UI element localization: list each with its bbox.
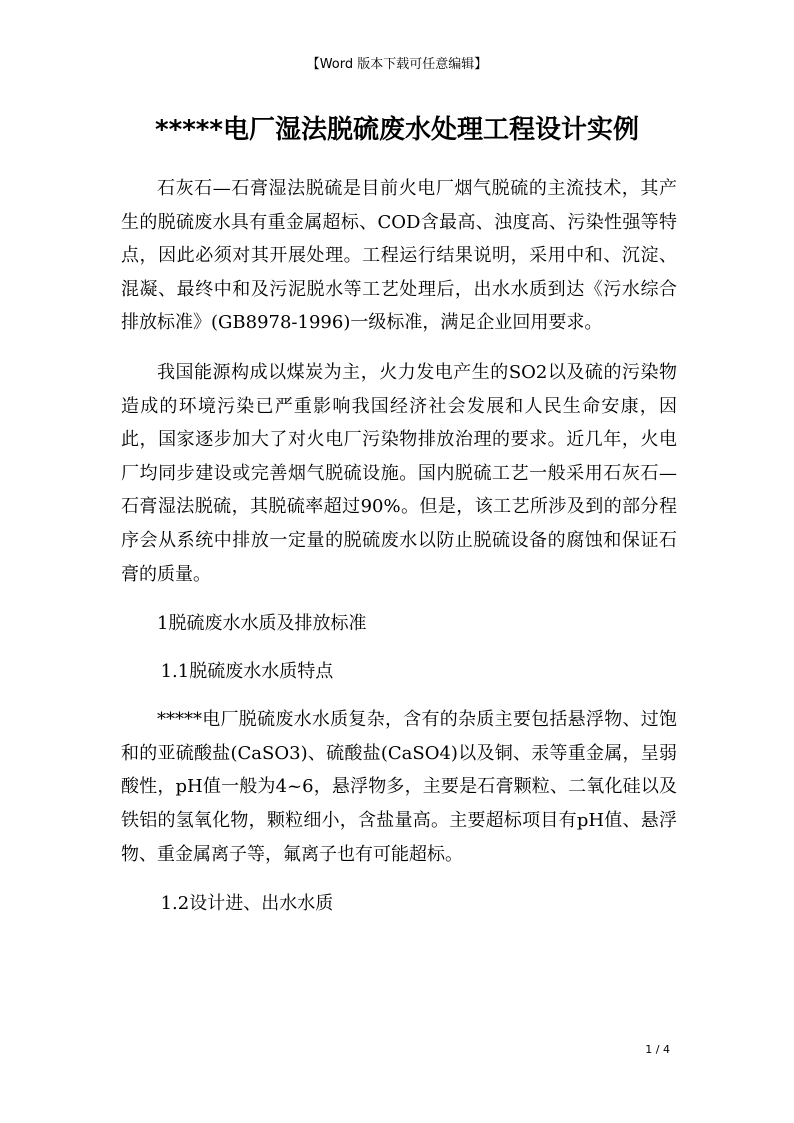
section-heading: 1脱硫废水水质及排放标准	[157, 613, 367, 635]
paragraph-background: 我国能源构成以煤炭为主，火力发电产生的SO2以及硫的污染物造成的环境污染已严重影响我国经济社会发展和人民生命安康，因此，国家逐步加大了对火电厂污染物排放治理的要求。近几年，火电厂均同步建设或完善烟气脱硫设施。国内脱硫工艺一般采用石灰石—石膏湿法脱硫，其脱硫率超过90%。但是，该工艺所涉及到的部分程序会从系统中排放一定量的脱硫废水以防止脱硫设备的腐蚀和保证石膏的质量。	[121, 361, 677, 585]
document-body	[121, 172, 677, 935]
subsection-heading-1-1: 1.1脱硫废水水质特点	[160, 661, 334, 683]
subsection-heading-1-2: 1.2设计进、出水水质	[160, 893, 334, 915]
paragraph-intro: 石灰石—石膏湿法脱硫是目前火电厂烟气脱硫的主流技术，其产生的脱硫废水具有重金属超标、COD含最高、浊度高、污染性强等特点，因此必须对其开展处理。工程运行结果说明，采用中和、沉淀、混凝、最终中和及污泥脱水等工艺处理后，出水水质到达《污水综合排放标准》(GB8978-1996)一级标准，满足企业回用要求。	[121, 178, 677, 334]
document-title: *****电厂湿法脱硫废水处理工程设计实例	[155, 115, 639, 145]
page-number: 1 / 4	[645, 1043, 670, 1056]
paragraph-water-quality: *****电厂脱硫废水水质复杂，含有的杂质主要包括悬浮物、过饱和的亚硫酸盐(CaSO3)、硫酸盐(CaSO4)以及铜、汞等重金属，呈弱酸性，pH值一般为4~6，悬浮物多，主要是石膏颗粒、二氧化硅以及铁铝的氢氧化物，颗粒细小，含盐量高。主要超标项目有pH值、悬浮物、重金属离子等，氟离子也有可能超标。	[121, 709, 677, 865]
header-note: 【Word 版本下载可任意编辑】	[306, 57, 488, 72]
